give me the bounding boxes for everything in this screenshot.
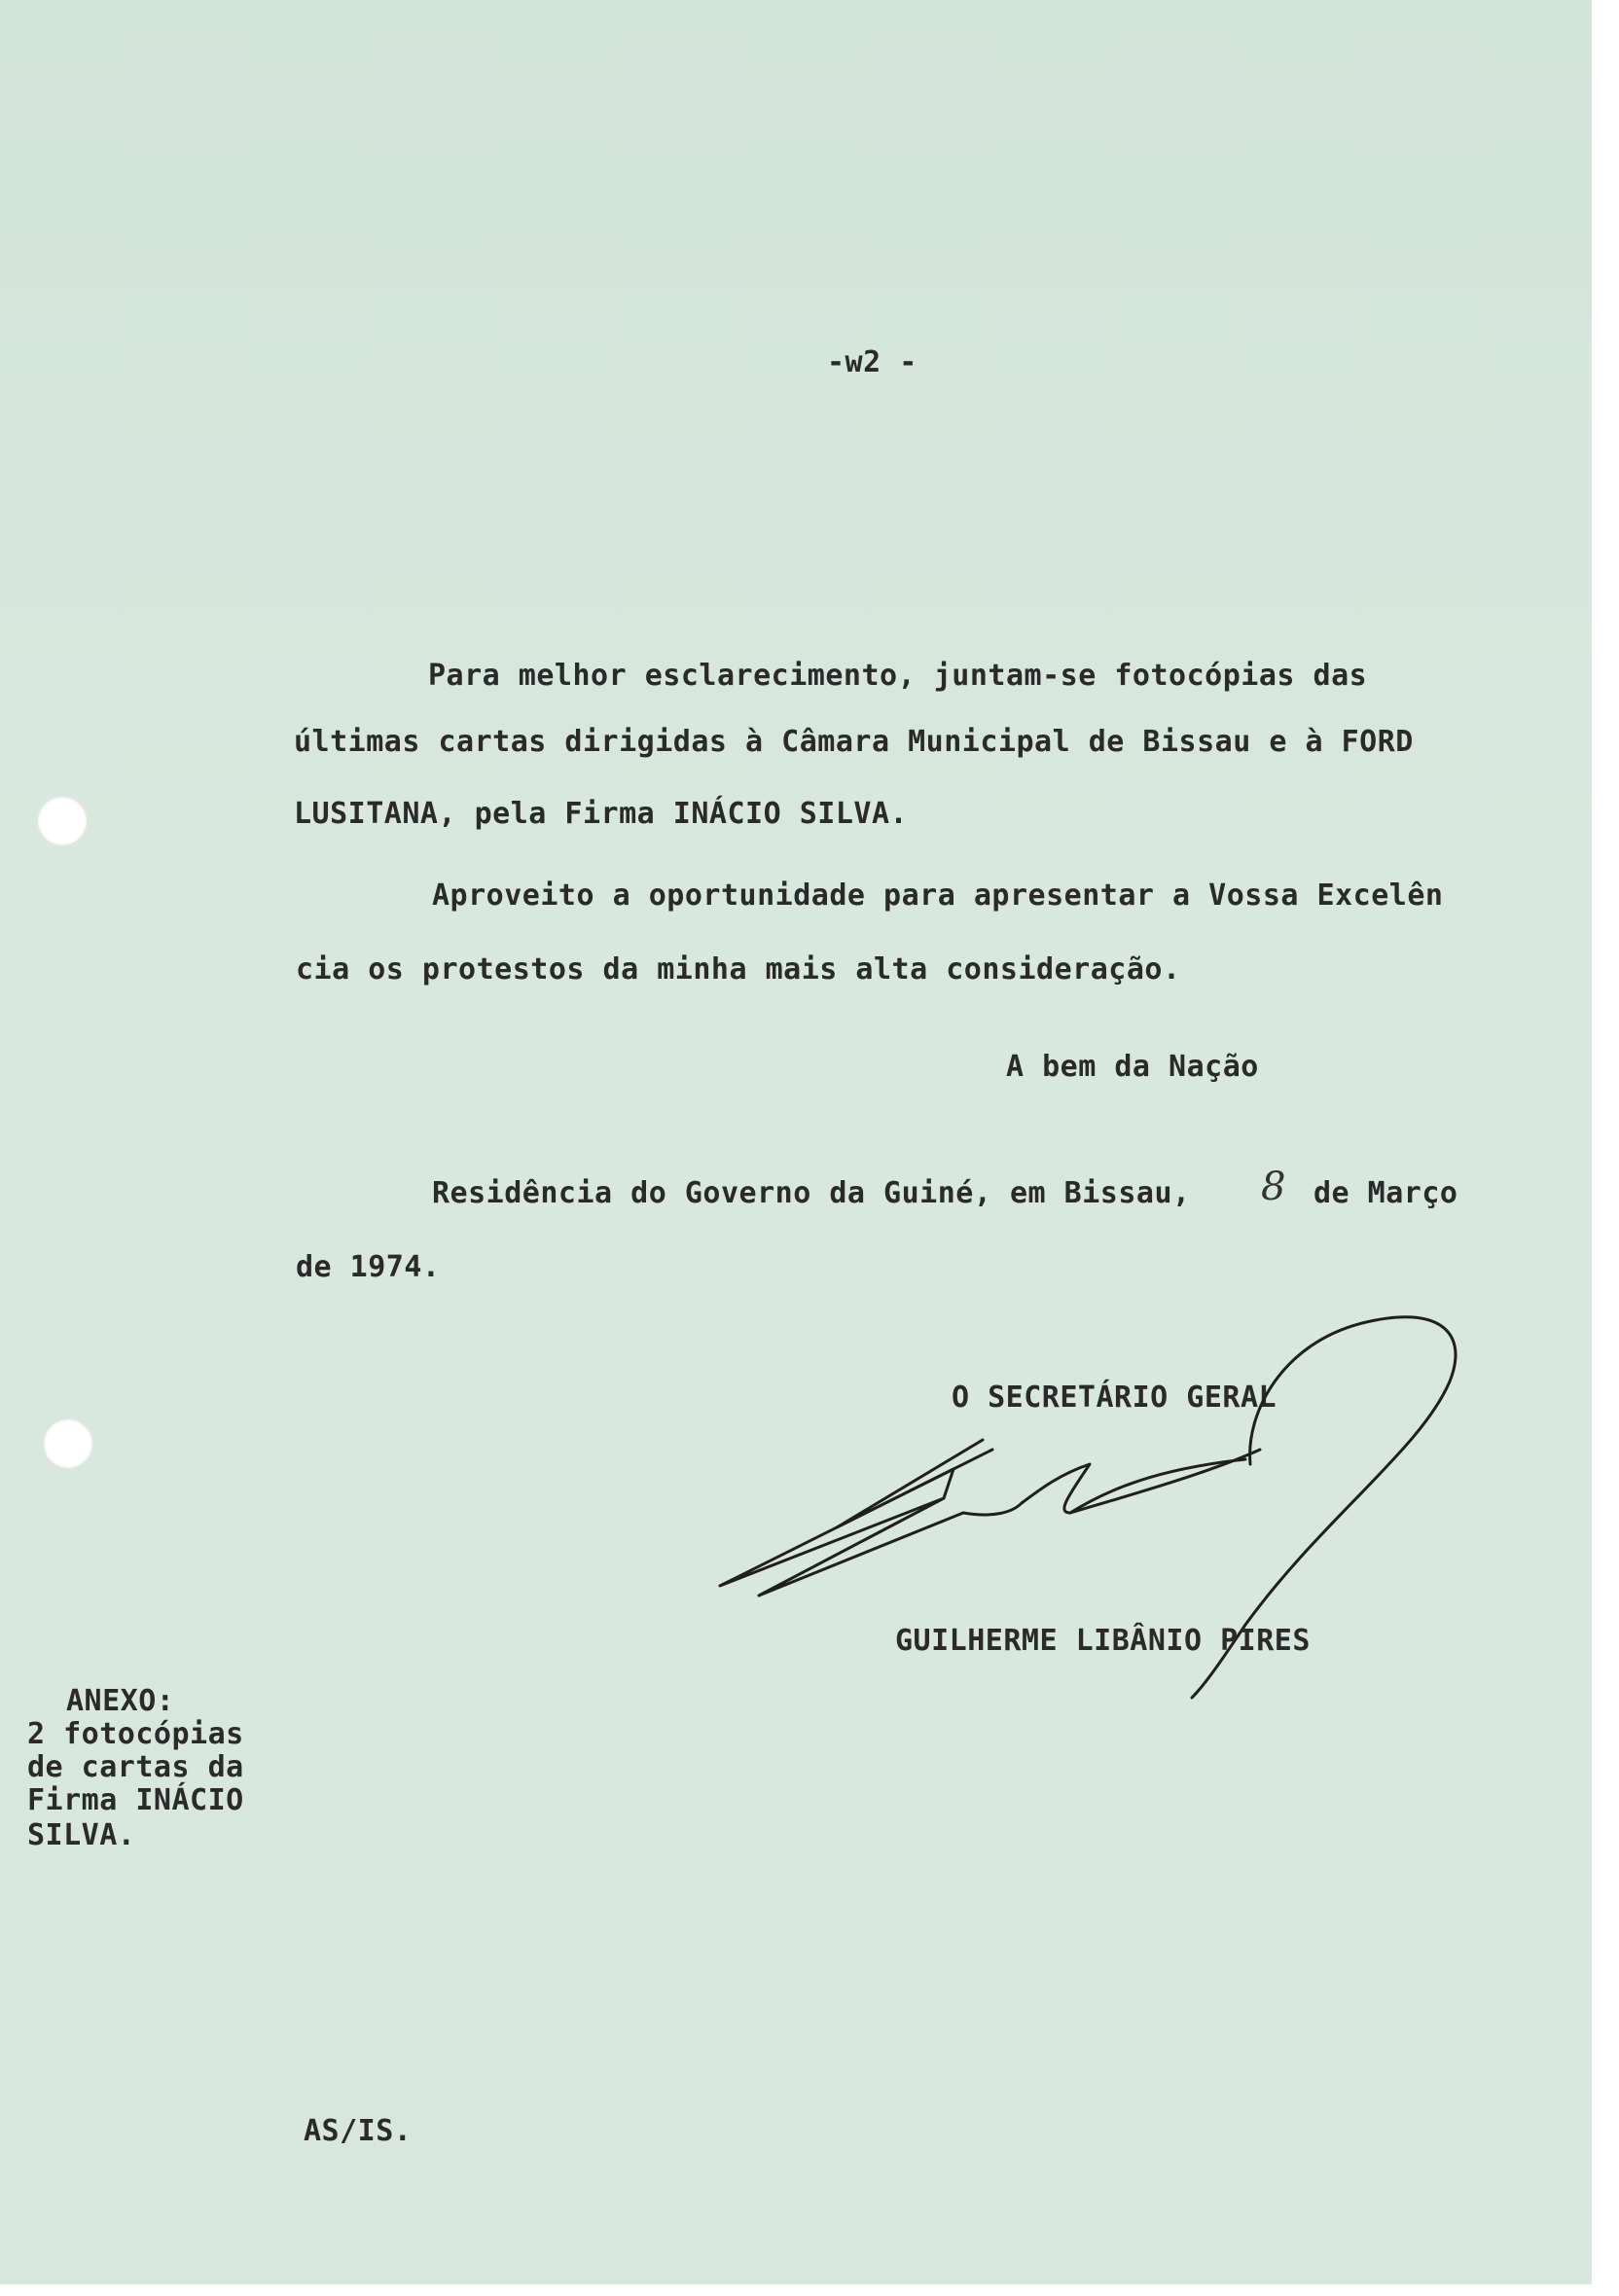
annex-line-2: de cartas da	[27, 1750, 244, 1784]
signatory-name: GUILHERME LIBÂNIO PIRES	[895, 1624, 1311, 1658]
signatory-title: O SECRETÁRIO GERAL	[952, 1381, 1277, 1415]
annex-label: ANEXO:	[66, 1684, 175, 1718]
paragraph-1-line-2: últimas cartas dirigidas à Câmara Municipal de Bissau e à FORD	[294, 725, 1414, 759]
handwritten-day: 8	[1261, 1165, 1286, 1209]
date-line-1-prefix: Residência do Governo da Guiné, em Bissau,	[432, 1176, 1191, 1210]
paragraph-2-line-2: cia os protestos da minha mais alta consideração.	[296, 952, 1181, 987]
paragraph-2-line-1: Aproveito a oportunidade para apresentar a Vossa Excelên	[432, 879, 1444, 913]
date-line-2: de 1974.	[296, 1250, 441, 1284]
annex-line-3: Firma INÁCIO	[27, 1783, 244, 1817]
page-number: -w2 -	[827, 345, 917, 379]
paragraph-1-line-1: Para melhor esclarecimento, juntam-se fotocópias das	[428, 659, 1368, 693]
annex-line-1: 2 fotocópias	[27, 1717, 244, 1751]
paragraph-1-line-3: LUSITANA, pela Firma INÁCIO SILVA.	[294, 797, 909, 831]
reference-initials: AS/IS.	[304, 2114, 413, 2148]
closing-salutation: A bem da Nação	[1006, 1050, 1259, 1084]
punch-hole-lower	[43, 1418, 93, 1469]
annex-line-4: SILVA.	[27, 1818, 136, 1852]
date-line-1-suffix: de Março	[1313, 1176, 1458, 1210]
punch-hole-upper	[37, 796, 88, 846]
